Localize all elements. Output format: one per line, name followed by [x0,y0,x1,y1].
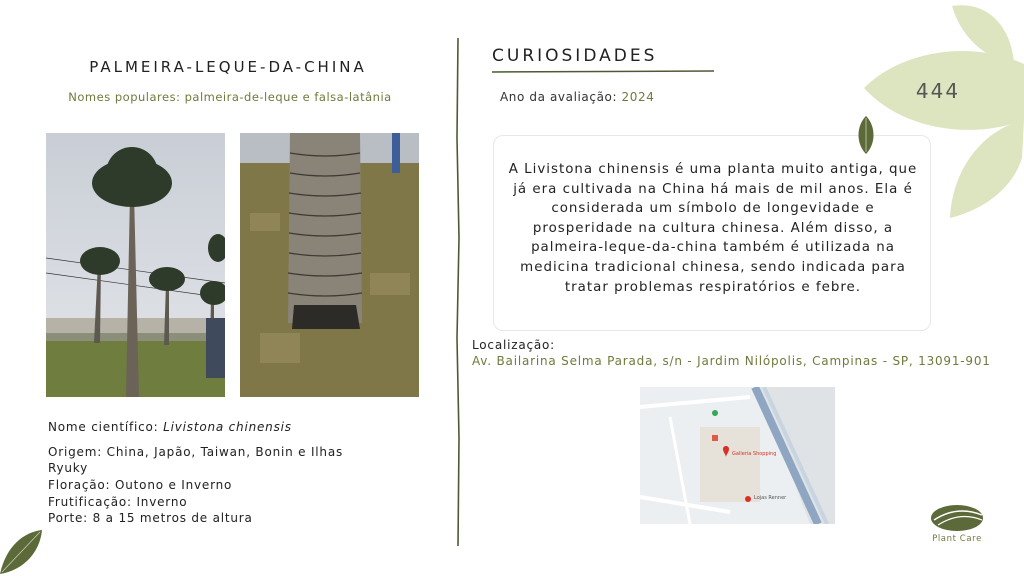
column-divider [455,38,461,546]
scientific-name-label: Nome científico: [48,420,164,434]
curiosities-title: CURIOSIDADES [492,46,658,66]
trunk-photo [240,133,419,397]
evaluation-year [500,90,655,104]
decorative-leaves [862,0,1024,230]
location-address: Av. Bailarina Selma Parada, s/n - Jardim Nilópolis, Campinas - SP, 13091-901 [472,354,991,368]
year-value: 2024 [621,90,655,104]
scientific-name-line [48,419,292,435]
flowering-text: Floração: Outono e Inverno [48,478,233,492]
size-text: Porte: 8 a 15 metros de altura [48,511,253,525]
title-underline [492,69,714,74]
species-title: PALMEIRA-LEQUE-DA-CHINA [89,58,367,76]
year-label: Ano da avaliação: [500,90,622,104]
plant-care-logo-icon [930,503,984,533]
fruiting-text: Frutificação: Inverno [48,495,188,509]
map-label-renner: Lojas Renner [754,495,787,501]
species-code: 444 [915,79,961,103]
origin-text: Origem: China, Japão, Taiwan, Bonin e Ilhas Ryuky [48,445,344,475]
curiosity-text: A Livistona chinensis é uma planta muito antiga, que já era cultivada na China há mais de mil anos. Ela é considerada um símbolo de longevidade e prosperidade na cultura chinesa. Além disso, a palmeira-leque-da-china também é utilizada na medicina tradicional chinesa, sendo indicada para tratar problemas respiratórios e febre. [508,162,918,295]
corner-leaf-icon [0,526,44,576]
location-map[interactable] [640,387,835,524]
location-label: Localização: [472,338,556,352]
scientific-name: Livistona chinensis [163,420,292,434]
map-label-galleria: Galleria Shopping [732,451,777,457]
palm-trees-photo [46,133,225,397]
logo-name: Plant Care [932,534,982,544]
popular-names: Nomes populares: palmeira-de-leque e falsa-latânia [68,90,392,104]
